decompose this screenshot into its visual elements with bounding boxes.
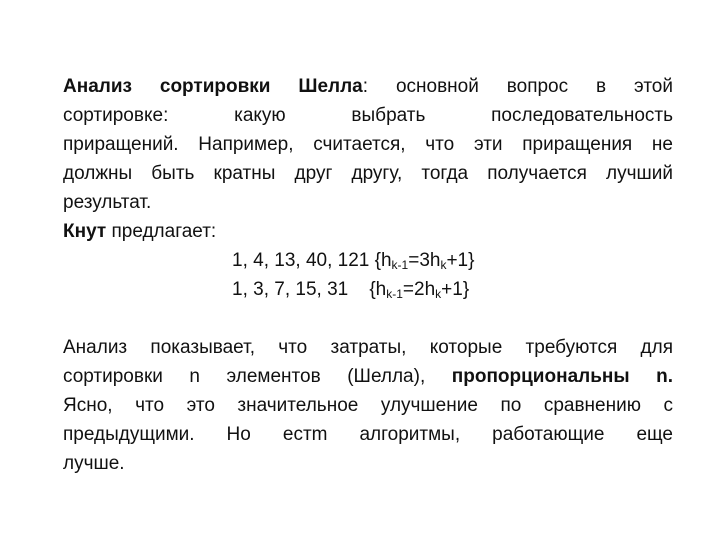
paragraph-line: лучше. [63,453,125,474]
paragraph-line: должны быть кратны друг другу, тогда получается лучший [63,163,673,184]
paragraph-line: результат. [63,192,152,213]
formula-line: 1, 4, 13, 40, 121 $\{h_{k-1}=3h_k+1\}$ [232,250,475,272]
spacer [63,304,673,333]
paragraph-line: приращений. Например, считается, что эти приращения не [63,134,673,155]
slide-content [63,72,673,478]
complexity-emphasis: пропорциональны n. [451,366,673,387]
paragraph-line: Ясно, что это значительное улучшение по сравнению с [63,395,673,416]
paragraph-line: предыдущими. Но естm алгоритмы, работающие еще [63,424,673,445]
paragraph-line: Анализ сортировки Шелла: основной вопрос в этой [63,76,673,97]
paragraph-line: сортировки n элементов (Шелла), пропорциональны n. [63,366,673,387]
complexity-paragraph [63,333,673,478]
knuth-proposal: Кнут предлагает: [63,221,217,242]
paragraph-line: сортировке: какую выбрать последовательность [63,105,673,126]
shell-sort-analysis-paragraph [63,72,673,217]
formula-list [63,246,673,304]
knuth-name: Кнут [63,221,107,242]
section-title: Анализ сортировки Шелла [63,76,363,97]
paragraph-line: Анализ показывает, что затраты, которые требуются для [63,337,673,358]
formula-line: 1, 3, 7, 15, 31 $\{h_{k-1}=2h_k+1\}$ [232,279,470,301]
